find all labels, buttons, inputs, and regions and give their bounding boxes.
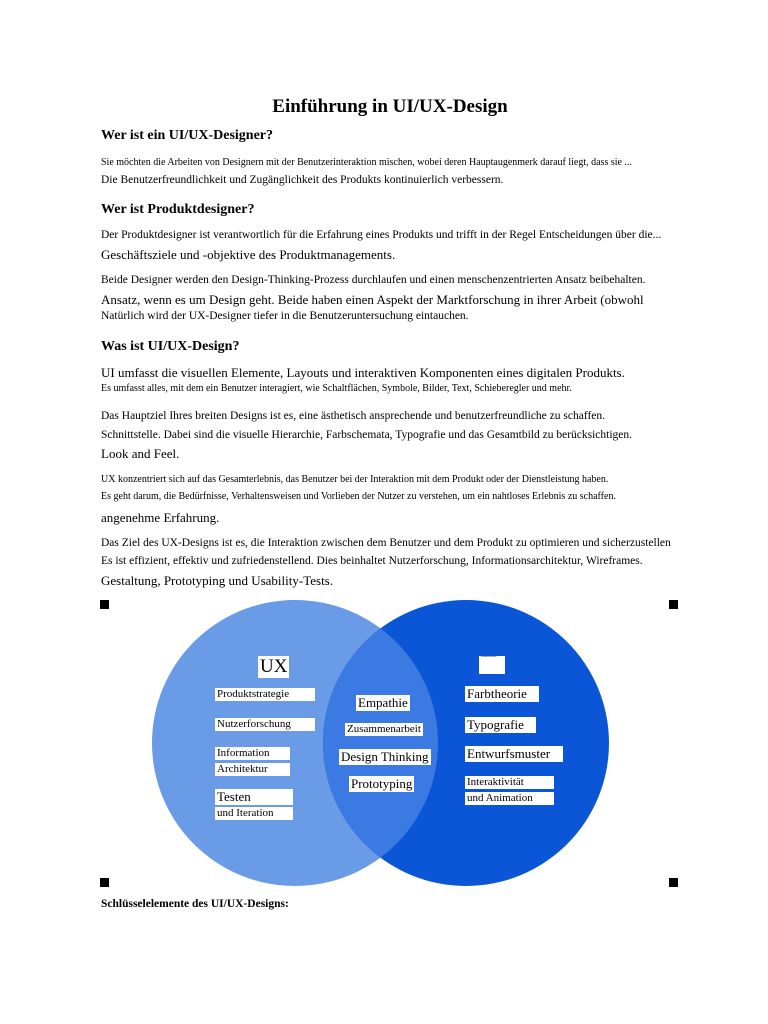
venn-label-zusammenarbeit: Zusammenarbeit <box>347 723 421 735</box>
venn-label-information: Information <box>215 747 290 760</box>
paragraph-line: UI umfasst die visuellen Elemente, Layouts und interaktiven Komponenten eines digitalen Produkts. <box>101 365 625 380</box>
figure-caption: Schlüsselelemente des UI/UX-Designs: <box>101 898 289 910</box>
paragraph-line: Es umfasst alles, mit dem ein Benutzer interagiert, wie Schaltflächen, Symbole, Bilder, Text, Schieberegler und mehr. <box>101 383 572 394</box>
heading-was-ist-ui-ux: Was ist UI/UX-Design? <box>101 339 240 354</box>
page-title: Einführung in UI/UX-Design <box>272 96 508 117</box>
heading-ui-ux-designer: Wer ist ein UI/UX-Designer? <box>101 128 273 143</box>
paragraph-line: Der Produktdesigner ist verantwortlich für die Erfahrung eines Produkts und trifft in der Regel Entscheidungen über die... <box>101 229 662 241</box>
venn-label-nutzerforschung: Nutzerforschung <box>215 718 315 731</box>
venn-label-prototyping: Prototyping <box>351 776 413 791</box>
venn-label-entwurfsmuster: Entwurfsmuster <box>465 746 563 762</box>
paragraph-line: Geschäftsziele und -objektive des Produktmanagements. <box>101 247 396 262</box>
ux-title: UX <box>260 656 288 677</box>
venn-label-empathie: Empathie <box>358 695 408 710</box>
venn-label-design-thinking: Design Thinking <box>341 749 429 764</box>
paragraph-line: Die Benutzerfreundlichkeit und Zugänglichkeit des Produkts kontinuierlich verbessern. <box>101 174 504 186</box>
paragraph-line: Das Ziel des UX-Designs ist es, die Interaktion zwischen dem Benutzer und dem Produkt zu optimieren und sicherzustellen <box>101 537 671 549</box>
venn-label-produktstrategie: Produktstrategie <box>215 688 315 701</box>
heading-produktdesigner: Wer ist Produktdesigner? <box>101 202 255 217</box>
paragraph-line: Ansatz, wenn es um Design geht. Beide haben einen Aspekt der Marktforschung in ihrer Arbeit (obwohl <box>101 292 644 307</box>
paragraph-line: Schnittstelle. Dabei sind die visuelle Hierarchie, Farbschemata, Typografie und das Gesamtbild zu berücksichtigen. <box>101 429 633 441</box>
venn-label-typografie: Typografie <box>465 717 536 733</box>
paragraph-line: Look and Feel. <box>101 446 180 461</box>
paragraph-line: Natürlich wird der UX-Designer tiefer in die Benutzeruntersuchung eintauchen. <box>101 310 469 322</box>
ui-title: Benutzeroberfläche <box>479 656 505 674</box>
paragraph-line: Es ist effizient, effektiv und zufriedenstellend. Dies beinhaltet Nutzerforschung, Informationsarchitektur, Wireframes. <box>101 555 643 567</box>
paragraph-line: angenehme Erfahrung. <box>101 510 220 525</box>
venn-diagram <box>100 600 678 887</box>
paragraph-line: Beide Designer werden den Design-Thinking-Prozess durchlaufen und einen menschenzentrierten Ansatz beibehalten. <box>101 274 646 286</box>
venn-label-animation: und Animation <box>465 792 554 805</box>
venn-label-iteration: und Iteration <box>215 807 293 820</box>
venn-label-architektur: Architektur <box>215 763 290 776</box>
paragraph-line: Gestaltung, Prototyping und Usability-Tests. <box>101 573 333 588</box>
paragraph-line: Sie möchten die Arbeiten von Designern mit der Benutzerinteraktion mischen, wobei deren Hauptaugenmerk darauf liegt, dass sie ... <box>101 157 632 168</box>
paragraph-line: Es geht darum, die Bedürfnisse, Verhaltensweisen und Vorlieben der Nutzer zu verstehen, um ein nahtloses Erlebnis zu schaffen. <box>101 491 616 502</box>
venn-label-farbtheorie: Farbtheorie <box>465 686 539 702</box>
venn-circles <box>100 600 678 887</box>
venn-label-testen: Testen <box>215 789 293 805</box>
paragraph-line: UX konzentriert sich auf das Gesamterlebnis, das Benutzer bei der Interaktion mit dem Produkt oder der Dienstleistung haben. <box>101 474 609 485</box>
venn-label-interaktivitaet: Interaktivität <box>465 776 554 789</box>
paragraph-line: Das Hauptziel Ihres breiten Designs ist es, eine ästhetisch ansprechende und benutzerfreundliche zu schaffen. <box>101 410 606 422</box>
